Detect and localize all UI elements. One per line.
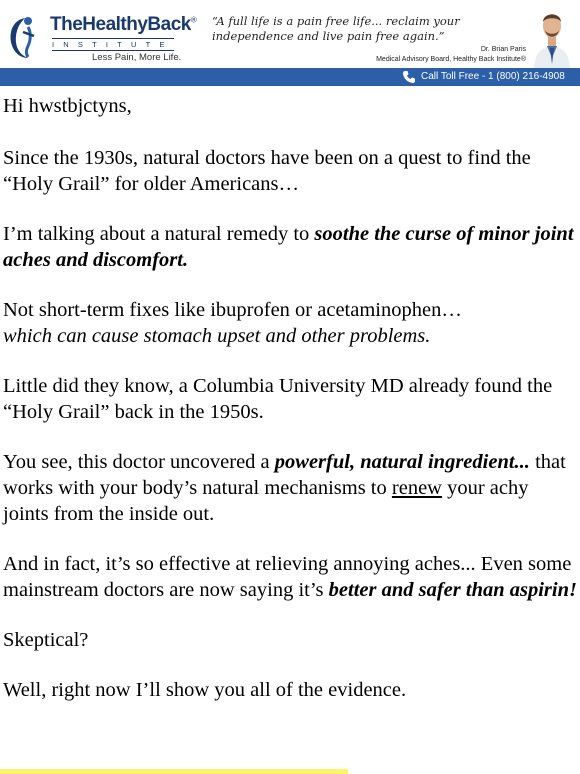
quote-attribution <box>376 45 526 65</box>
doctor-portrait-icon <box>532 2 572 68</box>
underlined-text: renew <box>391 477 442 499</box>
greeting: Hi hwstbjctyns, <box>3 95 132 117</box>
paragraph-powerful-ingredient <box>3 449 577 527</box>
doctor-title: Medical Advisory Board, Healthy Back Institute® <box>376 56 526 63</box>
brand-name: TheHealthyBack® <box>50 14 197 35</box>
toll-free-phone-link[interactable]: Call Toll Free - 1 (800) 216-4908 <box>421 71 565 82</box>
header-quote: “A full life is a pain free life... reclaim your independence and live pain free again.” <box>212 14 460 43</box>
brand-tagline: Less Pain, More Life. <box>92 52 182 63</box>
healthy-back-logo[interactable] <box>6 8 196 64</box>
italic-text: which can cause stomach upset and other problems. <box>3 325 431 347</box>
emphasis-text: soothe the curse of minor joint aches and discomfort. <box>3 223 574 271</box>
cta-highlight-strip[interactable] <box>0 769 348 774</box>
emphasis-text: better and safer than aspirin! <box>328 579 577 601</box>
text-span: And in fact, it’s so effective at relieving annoying aches... Even some mainstream doctors are now saying it’s <box>3 553 572 601</box>
paragraph-skeptical: Skeptical? <box>3 629 89 651</box>
text-span: You see, this doctor uncovered a <box>3 451 275 473</box>
doctor-name: Dr. Brian Paris <box>480 46 526 53</box>
paragraph-natural-remedy <box>3 221 577 273</box>
text-span: Not short-term fixes like ibuprofen or acetaminophen… <box>3 299 462 321</box>
emphasis-text: powerful, natural ingredient... <box>274 451 530 473</box>
paragraph-columbia-md: Little did they know, a Columbia University MD already found the “Holy Grail” back in the 1950s. <box>3 375 553 423</box>
phone-icon[interactable] <box>402 70 416 84</box>
text-span: that works with your body’s natural mechanisms to <box>3 451 566 499</box>
brand-institute: INSTITUTE <box>52 40 174 49</box>
paragraph-short-term-fixes <box>3 297 577 349</box>
paragraph-effective <box>3 551 577 603</box>
toll-free-bar <box>0 68 580 86</box>
email-header-banner <box>0 0 580 86</box>
text-span: I’m talking about a natural remedy to <box>3 223 315 245</box>
text-span: your achy joints from the inside out. <box>3 477 529 525</box>
spine-figure-logo-icon <box>6 12 44 60</box>
paragraph-holy-grail: Since the 1930s, natural doctors have been on a quest to find the “Holy Grail” for older Americans… <box>3 147 531 195</box>
paragraph-evidence: Well, right now I’ll show you all of the evidence. <box>3 679 407 701</box>
email-body <box>3 93 577 727</box>
